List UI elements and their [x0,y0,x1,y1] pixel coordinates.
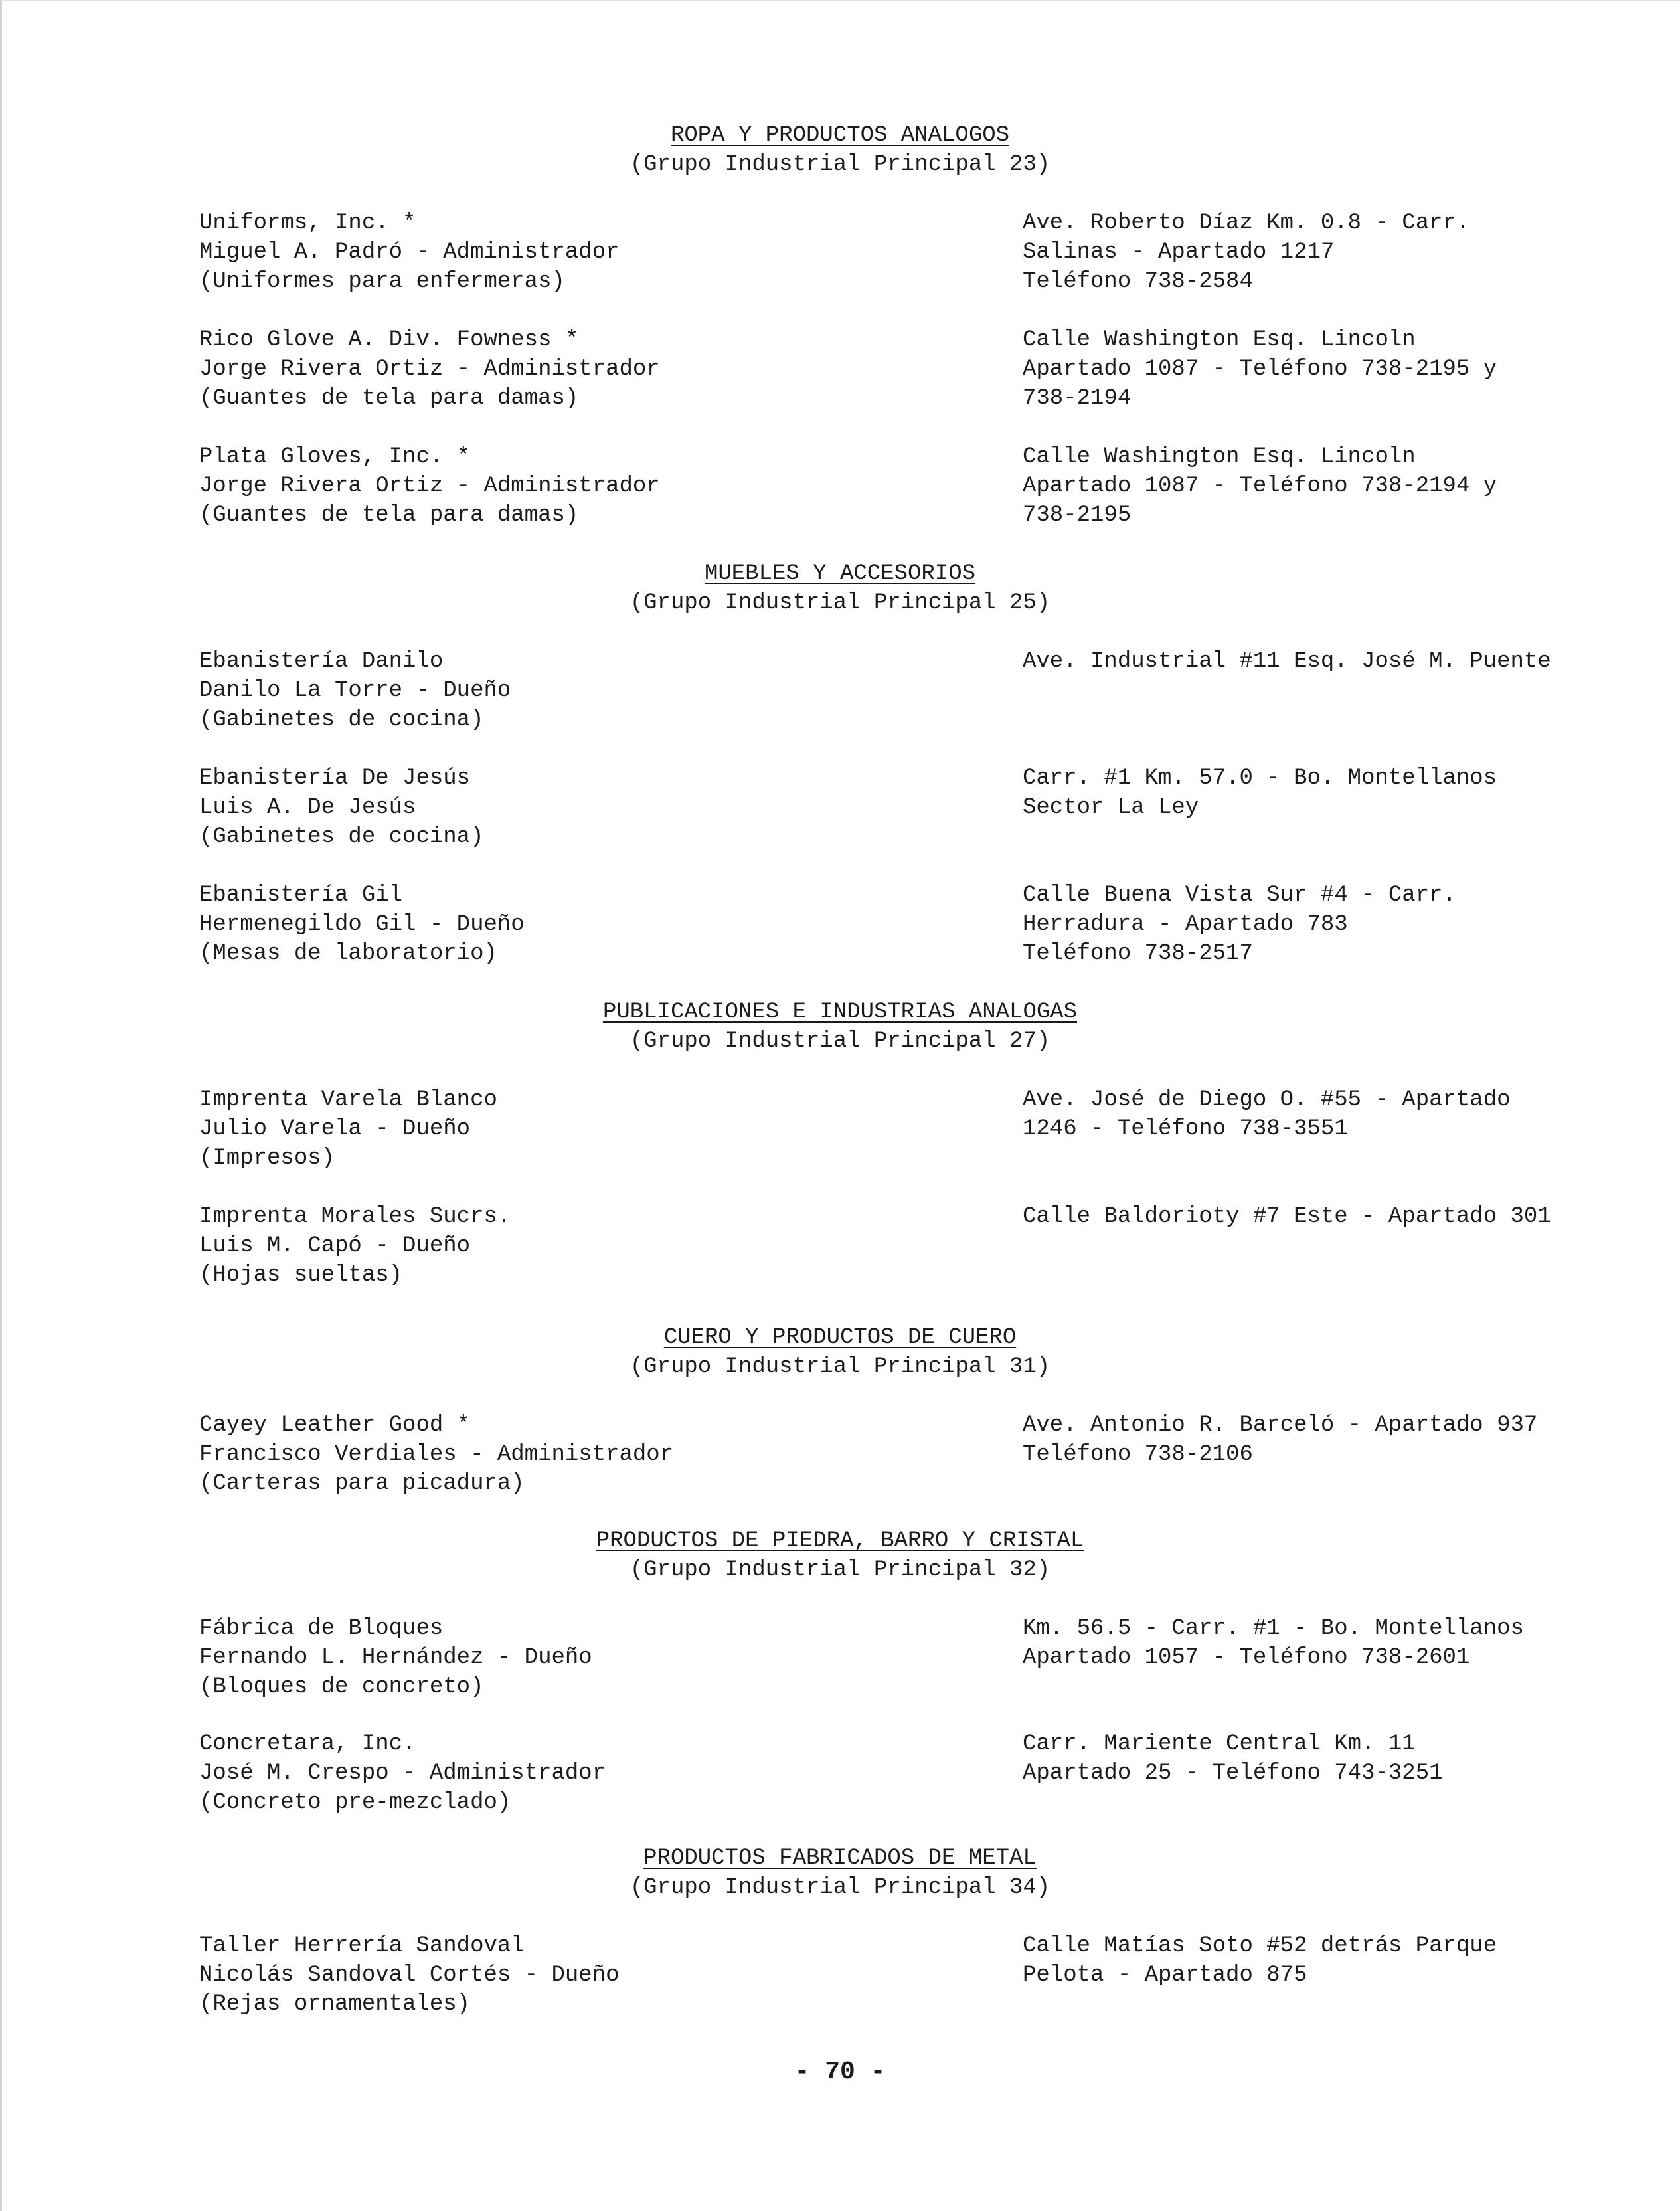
company-contact: Luis M. Capó - Dueño [199,1233,471,1259]
company-name: Imprenta Varela Blanco [199,1087,497,1112]
address-line: Calle Washington Esq. Lincoln [1023,327,1416,353]
company-name: Concretara, Inc. [199,1731,416,1757]
company-name: Taller Herrería Sandoval [199,1933,525,1959]
company-address [1023,209,1660,296]
address-line: Teléfono 738-2584 [1023,269,1253,294]
company-name: Ebanistería De Jesús [199,766,471,791]
company-address [1023,1202,1660,1231]
company-entry [199,325,996,413]
company-contact: Hermenegildo Gil - Dueño [199,912,525,937]
company-entry [199,442,996,530]
company-address [1023,764,1660,822]
address-line: 738-2195 [1023,503,1132,528]
company-contact: Fernando L. Hernández - Dueño [199,1645,592,1670]
company-entry [199,1931,996,2019]
section-title: PRODUCTOS DE PIEDRA, BARRO Y CRISTAL [596,1528,1084,1553]
company-address [1023,1411,1660,1469]
section-title: CUERO Y PRODUCTOS DE CUERO [663,1325,1017,1350]
section-subtitle: (Grupo Industrial Principal 32) [630,1557,1050,1583]
address-line: Herradura - Apartado 783 [1023,912,1348,937]
section-heading-piedra [0,1526,1680,1585]
company-name: Fábrica de Bloques [199,1616,444,1641]
address-line: Ave. Roberto Díaz Km. 0.8 - Carr. [1023,211,1470,236]
section-subtitle: (Grupo Industrial Principal 27) [630,1029,1050,1054]
company-product: (Gabinetes de cocina) [199,824,484,849]
company-address [1023,1729,1660,1788]
address-line: Apartado 25 - Teléfono 743-3251 [1023,1761,1443,1786]
address-line: 1246 - Teléfono 738-3551 [1023,1116,1348,1142]
address-line: Calle Baldorioty #7 Este - Apartado 301 [1023,1204,1551,1229]
company-entry [199,1085,996,1173]
address-line: Km. 56.5 - Carr. #1 - Bo. Montellanos [1023,1616,1524,1641]
company-product: (Mesas de laboratorio) [199,941,497,966]
company-contact: Danilo La Torre - Dueño [199,678,511,703]
company-name: Uniforms, Inc. * [199,211,416,236]
address-line: Teléfono 738-2517 [1023,941,1253,966]
section-subtitle: (Grupo Industrial Principal 25) [630,590,1050,616]
section-heading-publicaciones [0,998,1680,1056]
address-line: Ave. José de Diego O. #55 - Apartado [1023,1087,1511,1112]
company-address [1023,442,1660,530]
company-product: (Guantes de tela para damas) [199,386,579,411]
address-line: Apartado 1087 - Teléfono 738-2195 y [1023,357,1497,382]
company-address [1023,1931,1660,1990]
company-name: Rico Glove A. Div. Fowness * [199,327,579,353]
company-address [1023,325,1660,413]
section-title: PRODUCTOS FABRICADOS DE METAL [643,1846,1037,1871]
address-line: Apartado 1057 - Teléfono 738-2601 [1023,1645,1470,1670]
section-heading-metal [0,1844,1680,1902]
address-line: Carr. Mariente Central Km. 11 [1023,1731,1416,1757]
company-name: Plata Gloves, Inc. * [199,444,471,470]
address-line: Ave. Antonio R. Barceló - Apartado 937 [1023,1413,1538,1438]
company-contact: Miguel A. Padró - Administrador [199,240,620,265]
address-line: Calle Buena Vista Sur #4 - Carr. [1023,883,1456,908]
company-product: (Concreto pre-mezclado) [199,1790,511,1815]
company-product: (Carteras para picadura) [199,1471,525,1496]
company-name: Ebanistería Danilo [199,649,444,674]
company-entry [199,1411,996,1498]
company-name: Cayey Leather Good * [199,1413,471,1438]
company-contact: Jorge Rivera Ortiz - Administrador [199,474,660,499]
company-contact: Nicolás Sandoval Cortés - Dueño [199,1963,620,1988]
company-address [1023,1614,1660,1672]
address-line: Carr. #1 Km. 57.0 - Bo. Montellanos [1023,766,1497,791]
company-address [1023,881,1660,968]
section-heading-muebles [0,559,1680,618]
company-entry [199,1614,996,1702]
address-line: Calle Washington Esq. Lincoln [1023,444,1416,470]
address-line: Calle Matías Soto #52 detrás Parque [1023,1933,1497,1959]
company-product: (Gabinetes de cocina) [199,707,484,733]
company-product: (Uniformes para enfermeras) [199,269,565,294]
company-product: (Hojas sueltas) [199,1263,403,1288]
company-name: Imprenta Morales Sucrs. [199,1204,511,1229]
company-address [1023,1085,1660,1144]
address-line: Salinas - Apartado 1217 [1023,240,1335,265]
company-product: (Impresos) [199,1146,335,1171]
company-entry [199,209,996,296]
company-contact: Jorge Rivera Ortiz - Administrador [199,357,660,382]
address-line: Sector La Ley [1023,795,1199,820]
address-line: Pelota - Apartado 875 [1023,1963,1307,1988]
company-contact: Francisco Verdiales - Administrador [199,1442,674,1467]
company-contact: José M. Crespo - Administrador [199,1761,606,1786]
company-name: Ebanistería Gil [199,883,403,908]
section-heading-ropa [0,121,1680,179]
company-entry [199,1729,996,1817]
address-line: 738-2194 [1023,386,1132,411]
company-entry [199,1202,996,1290]
address-line: Apartado 1087 - Teléfono 738-2194 y [1023,474,1497,499]
section-subtitle: (Grupo Industrial Principal 23) [630,152,1050,177]
company-address [1023,647,1660,676]
company-product: (Guantes de tela para damas) [199,503,579,528]
section-subtitle: (Grupo Industrial Principal 34) [630,1875,1050,1900]
company-entry [199,764,996,851]
company-contact: Julio Varela - Dueño [199,1116,471,1142]
address-line: Ave. Industrial #11 Esq. José M. Puente [1023,649,1551,674]
company-contact: Luis A. De Jesús [199,795,416,820]
section-heading-cuero [0,1323,1680,1381]
address-line: Teléfono 738-2106 [1023,1442,1253,1467]
company-entry [199,881,996,968]
company-product: (Rejas ornamentales) [199,1992,471,2017]
section-title: MUEBLES Y ACCESORIOS [704,561,976,586]
company-product: (Bloques de concreto) [199,1674,484,1700]
section-title: PUBLICACIONES E INDUSTRIAS ANALOGAS [602,1000,1078,1025]
page-number: - 70 - [794,2058,886,2086]
section-title: ROPA Y PRODUCTOS ANALOGOS [670,123,1010,148]
company-entry [199,647,996,735]
section-subtitle: (Grupo Industrial Principal 31) [630,1354,1050,1379]
